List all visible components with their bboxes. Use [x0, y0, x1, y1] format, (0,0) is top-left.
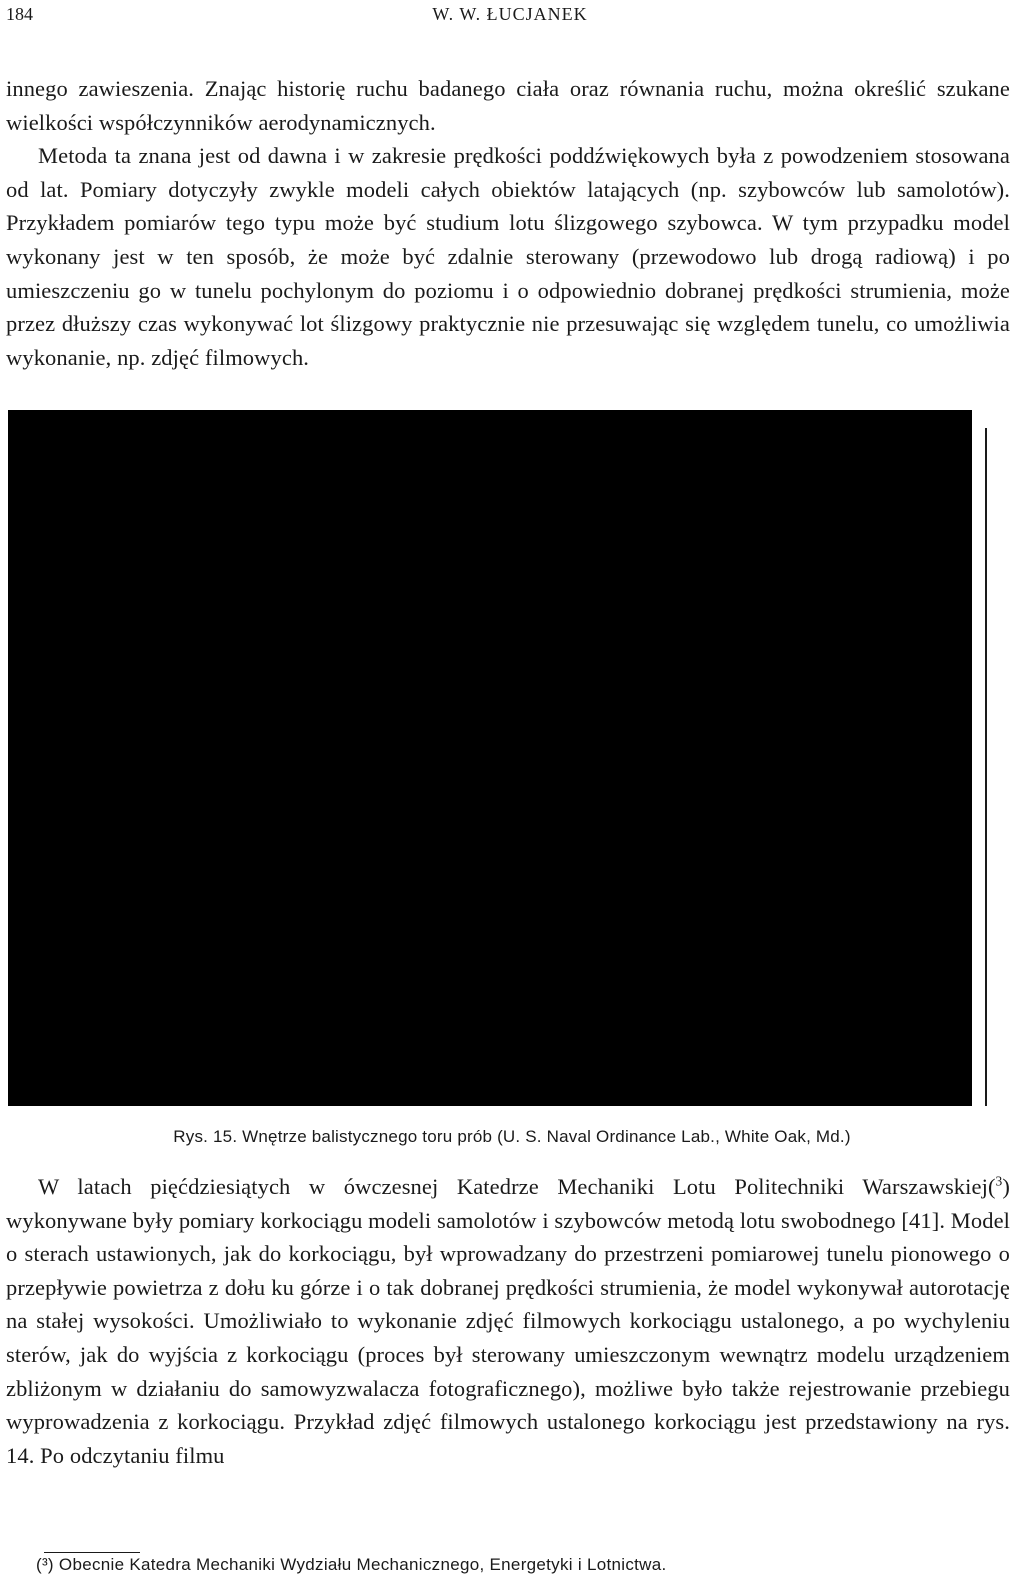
figure-edge-line [985, 428, 987, 1106]
paragraph-method: Metoda ta znana jest od dawna i w zakresie prędkości poddźwiękowych była z powodzeniem stosowana od lat. Pomiary dotyczyły zwykle modeli całych obiektów latających (np. szybowców lub samolotów). Przykładem pomiarów tego typu może być studium lotu ślizgowego szybowca. W tym przypadku model wykonany jest w ten sposób, że może być zdalnie sterowany (przewodowo lub drogą radiową) i po umieszczeniu go w tunelu pochylonym do poziomu i o odpowiednio dobranej prędkości strumienia, może przez dłuższy czas wykonywać lot ślizgowy praktycznie nie przesuwając się względem tunelu, co umożliwia wykonanie, np. zdjęć filmowych. [6, 143, 1010, 370]
page-header [6, 4, 1014, 30]
footnote [36, 1555, 1016, 1575]
footnote-reference: 3 [995, 1173, 1003, 1189]
footnote-rule [44, 1552, 140, 1553]
paragraph-spin-part1: W latach pięćdziesiątych w ówczesnej Katedrze Mechaniki Lotu Politechniki Warszawskiej( [38, 1174, 996, 1199]
footnote-text: Obecnie Katedra Mechaniki Wydziału Mechanicznego, Energetyki i Lotnictwa. [58, 1555, 667, 1574]
figure-photo [8, 410, 972, 1106]
body-text-bottom [6, 1170, 1010, 1472]
running-head: W. W. ŁUCJANEK [432, 4, 588, 24]
page-number: 184 [6, 4, 33, 24]
body-text-top [6, 72, 1010, 374]
paragraph-continuation: innego zawieszenia. Znając historię ruchu badanego ciała oraz równania ruchu, można określić szukane wielkości współczynników aerodynamicznych. [6, 76, 1010, 135]
figure-caption: Rys. 15. Wnętrze balistycznego toru prób (U. S. Naval Ordinance Lab., White Oak, Md.) [173, 1127, 851, 1146]
paragraph-spin-part2: ) wykonywane były pomiary korkociągu modeli samolotów i szybowców metodą lotu swobodnego [41]. Model o sterach ustawionych, jak do korkociągu, był wprowadzany do przestrzeni pomiarowej tunelu pionowego o przepływie powietrza z dołu ku górze i o tak dobranej prędkości strumienia, że model wykonywał autorotację na stałej wysokości. Umożliwiało to wykonanie zdjęć filmowych korkociągu ustalonego, a po wychyleniu sterów, jak do wyjścia z korkociągu (proces był sterowany umieszczonym wewnątrz modelu urządzeniem zbliżonym w działaniu do samowyzwalacza fotograficznego), możliwe było także rejestrowanie przebiegu wyprowadzenia z korkociągu. Przykład zdjęć filmowych ustalonego korkociągu jest przedstawiony na rys. 14. Po odczytaniu filmu [6, 1174, 1011, 1468]
footnote-marker: (³) [36, 1555, 54, 1574]
